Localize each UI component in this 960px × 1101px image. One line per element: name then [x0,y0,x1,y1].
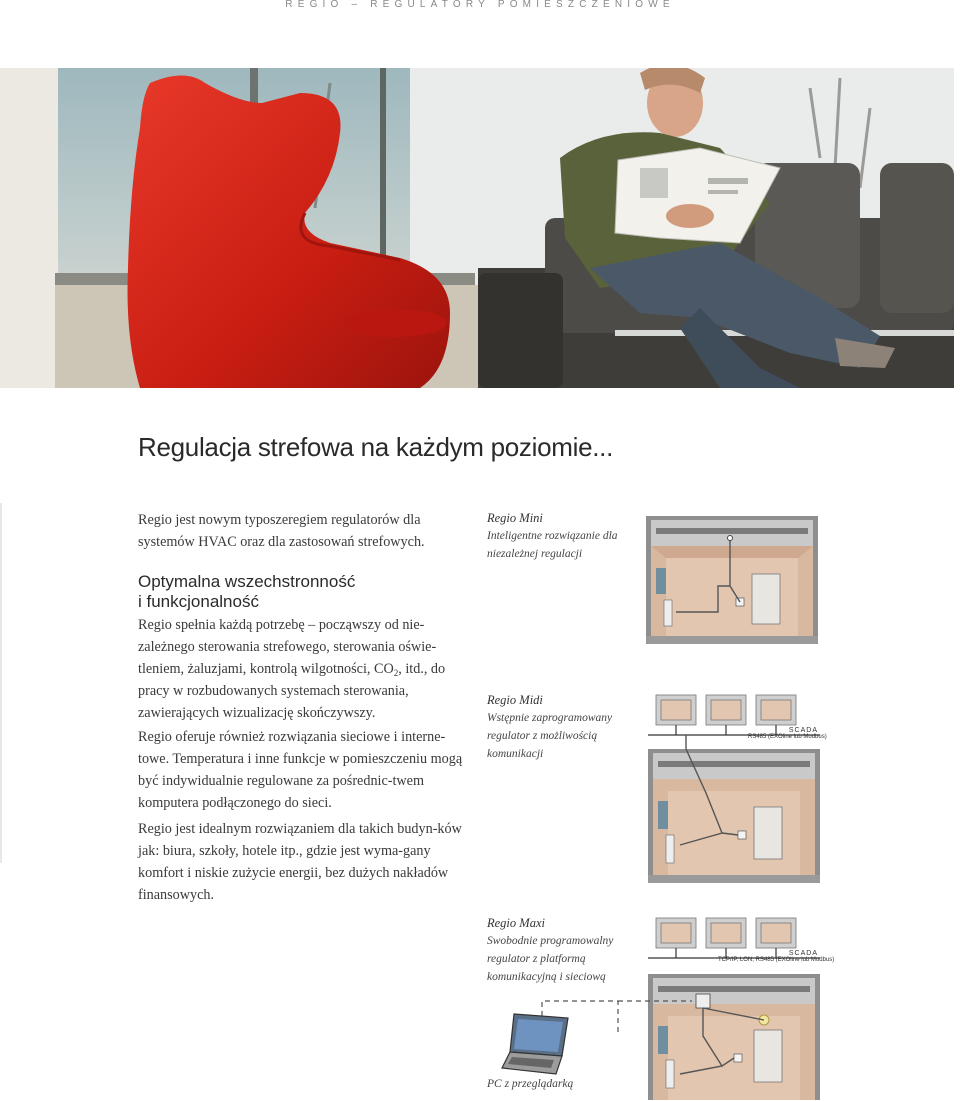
caption-regio-midi [487,691,647,763]
intro-paragraph: Regio jest nowym typoszeregiem regulatorów dla systemów HVAC oraz dla zastosowań strefowych. [138,512,425,550]
product-description: Swobodnie programowalny regulator z platformą komunikacyjną i sieciową [487,935,614,983]
section-paragraph-1: Regio spełnia każdą potrzebę – począwszy od nie-zależnego sterowania strefowego, sterowania oświe-tleniem, żaluzjami, kontrolą wilgotności, $CO_2$, itd., do pracy w rozbudowanych systemach sterowania, zawierających wizualizację skończywszy. [138,617,446,721]
running-header: REGIO – REGULATORY POMIESZCZENIOWE [285,0,675,10]
caption-regio-maxi [487,914,647,986]
network-diagram-midi [646,693,827,883]
product-name: Regio Mini [487,511,543,525]
section-heading-line1: Optymalna wszechstronność [138,572,356,591]
pc-caption: PC z przeglądarką [487,1078,574,1090]
page-title: Regulacja strefowa na każdym poziomie... [138,432,614,462]
network-label-midi: SCADA RS485 (EXOline lub Modbus) [748,727,827,740]
product-name: Regio Midi [487,693,543,707]
room-diagram-mini [646,516,818,644]
hero-photo [0,68,954,388]
margin-rule [0,503,2,863]
network-label-maxi: SCADA TCP/IP, LON, RS485 (EXOline lub Modbus) [718,950,835,963]
section-paragraph-3: Regio jest idealnym rozwiązaniem dla takich budyn-ków jak: biura, szkoły, hotele itp., gdzie jest wyma-gany komfort i niskie zużycie energii, bez dużych nakładów finansowych. [138,821,462,903]
product-description: Inteligentne rozwiązanie dla niezależnej regulacji [487,530,618,560]
laptop-icon [500,1012,572,1076]
feature-section [138,572,468,724]
section-heading-line2: i funkcjonalność [138,592,259,611]
caption-regio-mini [487,509,647,563]
product-name: Regio Maxi [487,916,545,930]
product-description: Wstępnie zaprogramowany regulator z możliwością komunikacji [487,712,613,760]
section-paragraph-2: Regio oferuje również rozwiązania sieciowe i interne-towe. Temperatura i inne funkcje w pomieszczeniu mogą być indywidualnie regulowane za pośrednic-twem komputera podłączonego do sieci. [138,729,463,811]
